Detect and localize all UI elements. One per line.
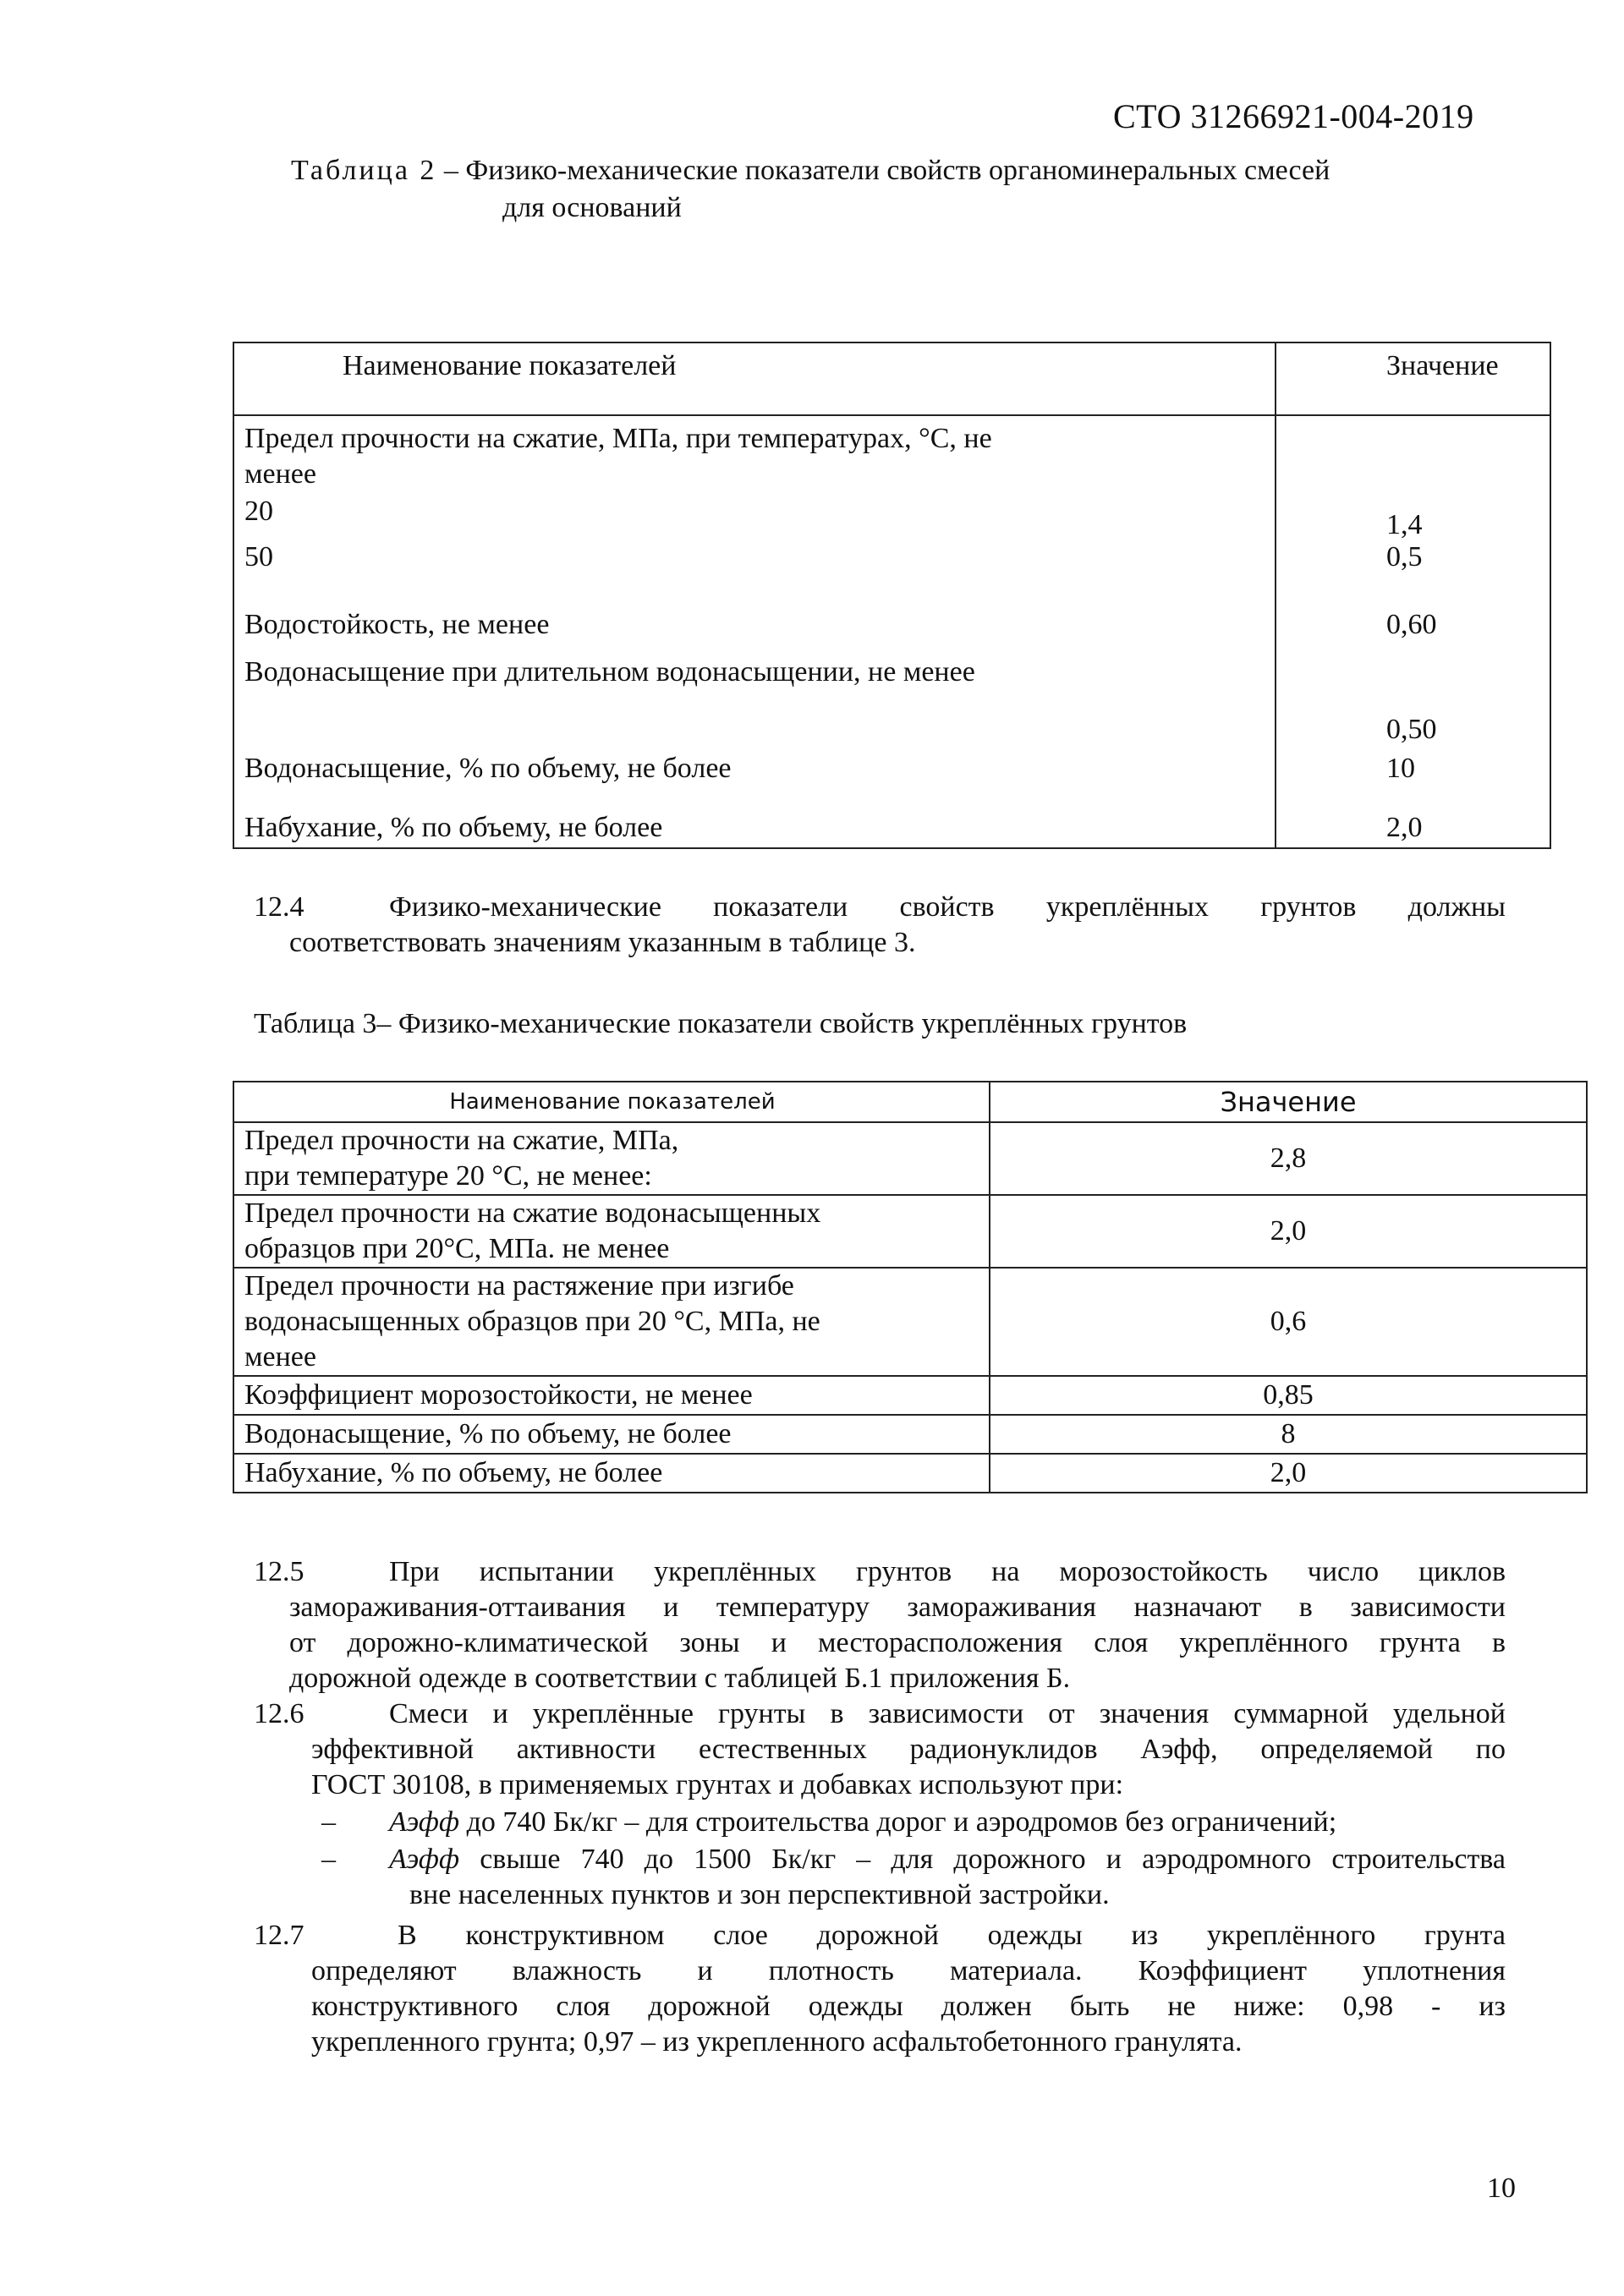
table2-header-row <box>233 342 1550 415</box>
paragraph-number: 12.5 <box>254 1556 304 1587</box>
table2-value-line: 1,4 <box>1386 509 1423 540</box>
table3-header-name: Наименование показателей <box>233 1082 990 1122</box>
list-item <box>321 1842 1506 1913</box>
table3-cell-name: Предел прочности на сжатие водонасыщенных образцов при 20°С, МПа. не менее <box>233 1195 990 1268</box>
paragraph-line: ГОСТ 30108, в применяемых грунтах и добавках используют при: <box>311 1769 1124 1800</box>
paragraph-12-4 <box>254 890 1506 961</box>
page-number: 10 <box>1487 2173 1516 2204</box>
table-row <box>233 1195 1587 1268</box>
table2-name-line: Набухание, % по объему, не более <box>244 812 663 843</box>
list-item <box>321 1805 1506 1840</box>
table3-cell-value: 8 <box>990 1415 1587 1454</box>
symbol-a-eff: Аэфф <box>389 1844 460 1875</box>
list-item-text: свыше 740 до 1500 Бк/кг – для дорожного и аэродромного строительства <box>459 1844 1506 1875</box>
paragraph-number: 12.7 <box>254 1920 304 1951</box>
table2-value-line: 0,5 <box>1386 541 1423 573</box>
list-item-continuation: вне населенных пунктов и зон перспективной застройки. <box>409 1879 1110 1910</box>
table2-value-line: 2,0 <box>1386 812 1423 843</box>
table3-cell-value: 2,0 <box>990 1195 1587 1268</box>
paragraph-line: эффективной активности естественных радионуклидов Аэфф, определяемой по <box>311 1734 1506 1765</box>
paragraph-line: замораживания-оттаивания и температуру замораживания назначают в зависимости <box>289 1592 1506 1623</box>
table2-header-value: Значение <box>1276 342 1550 415</box>
list-item-text: до 740 Бк/кг – для строительства дорог и аэродромов без ограничений; <box>459 1806 1337 1838</box>
table-row <box>233 1415 1587 1454</box>
paragraph-line: дорожной одежде в соответствии с таблицей Б.1 приложения Б. <box>289 1663 1071 1694</box>
paragraph-line: При испытании укреплённых грунтов на морозостойкость число циклов <box>389 1556 1506 1587</box>
table3-header-row <box>233 1082 1587 1122</box>
table-row <box>233 1376 1587 1415</box>
table2-values-cell <box>1276 415 1550 848</box>
paragraph-number: 12.6 <box>254 1698 304 1729</box>
table2-name-line: Водонасыщение при длительном водонасыщении, не менее <box>244 656 975 688</box>
table3-cell-value: 2,0 <box>990 1454 1587 1493</box>
table2-caption-continuation: для оснований <box>502 192 682 223</box>
paragraph-12-5 <box>254 1554 1506 1696</box>
table-row <box>233 1122 1587 1195</box>
table3-cell-name: Набухание, % по объему, не более <box>233 1454 990 1493</box>
paragraph-line: соответствовать значениям указанным в таблице 3. <box>289 927 916 958</box>
table2-caption-label: Таблица 2 <box>291 155 437 186</box>
table2 <box>233 342 1551 849</box>
table2-body-row <box>233 415 1550 848</box>
table3-cell-value: 2,8 <box>990 1122 1587 1195</box>
paragraph-line: конструктивного слоя дорожной одежды должен быть не ниже: 0,98 - из <box>311 1991 1506 2022</box>
table2-value-line: 0,60 <box>1386 609 1437 640</box>
paragraph-12-6 <box>254 1696 1506 1803</box>
table2-names-cell <box>233 415 1276 848</box>
table2-name-line: 50 <box>244 541 273 573</box>
paragraph-number: 12.4 <box>254 891 304 923</box>
table-row <box>233 1454 1587 1493</box>
table3-cell-name: Предел прочности на сжатие, МПа, при температуре 20 °С, не менее: <box>233 1122 990 1195</box>
table2-name-line: Предел прочности на сжатие, МПа, при температурах, °С, не <box>244 423 992 454</box>
paragraph-line: укрепленного грунта; 0,97 – из укрепленного асфальтобетонного гранулята. <box>311 2026 1243 2058</box>
table3-cell-name: Предел прочности на растяжение при изгибе водонасыщенных образцов при 20 °С, МПа, не менее <box>233 1268 990 1376</box>
paragraph-line: определяют влажность и плотность материала. Коэффициент уплотнения <box>311 1955 1506 1986</box>
table3-cell-name: Коэффициент морозостойкости, не менее <box>233 1376 990 1415</box>
table2-name-line: менее <box>244 458 316 490</box>
table2-header-name: Наименование показателей <box>233 342 1276 415</box>
dash-bullet: – <box>321 1806 336 1838</box>
table-row <box>233 1268 1587 1376</box>
table3-cell-name: Водонасыщение, % по объему, не более <box>233 1415 990 1454</box>
paragraph-line: Смеси и укреплённые грунты в зависимости от значения суммарной удельной <box>389 1698 1506 1729</box>
table3-header-value: Значение <box>990 1082 1587 1122</box>
table2-value-line: 0,50 <box>1386 714 1437 745</box>
table3-caption: Таблица 3– Физико-механические показатели свойств укреплённых грунтов <box>254 1008 1188 1039</box>
table2-value-line: 10 <box>1386 753 1415 784</box>
paragraph-line: Физико-механические показатели свойств укреплённых грунтов должны <box>389 891 1506 923</box>
table2-caption-text: – Физико-механические показатели свойств органоминеральных смесей <box>436 155 1330 186</box>
table3-cell-value: 0,85 <box>990 1376 1587 1415</box>
symbol-a-eff: Аэфф <box>389 1806 460 1838</box>
paragraph-line: В конструктивном слое дорожной одежды из укреплённого грунта <box>398 1920 1506 1951</box>
table2-name-line: Водостойкость, не менее <box>244 609 550 640</box>
table2-caption <box>291 152 1509 227</box>
document-code: СТО 31266921-004-2019 <box>1113 97 1474 135</box>
table3-cell-value: 0,6 <box>990 1268 1587 1376</box>
dash-bullet: – <box>321 1844 336 1875</box>
paragraph-line: от дорожно-климатической зоны и месторасположения слоя укреплённого грунта в <box>289 1627 1506 1658</box>
table2-name-line: 20 <box>244 496 273 527</box>
table3 <box>233 1081 1588 1493</box>
paragraph-12-7 <box>254 1918 1506 2060</box>
table2-name-line: Водонасыщение, % по объему, не более <box>244 753 732 784</box>
